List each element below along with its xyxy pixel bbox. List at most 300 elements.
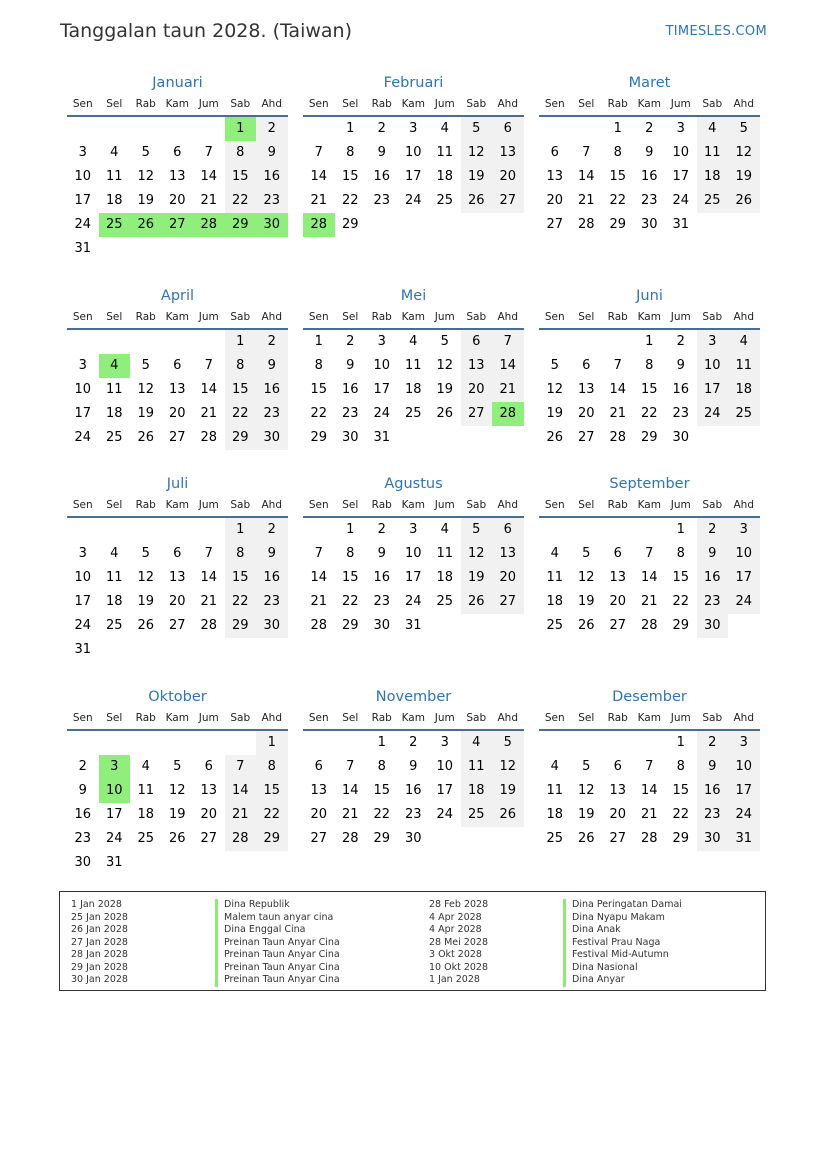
empty-cell (130, 851, 162, 875)
empty-cell (429, 426, 461, 450)
weekday-label: Sen (308, 712, 329, 724)
day-cell: 21 (577, 193, 595, 208)
day-cell: 12 (577, 570, 595, 585)
month-februari (303, 72, 524, 237)
day-cell: 4 (440, 121, 449, 136)
empty-cell (697, 213, 729, 237)
day-cell: 13 (200, 783, 218, 798)
month-agustus (303, 473, 524, 638)
empty-cell (225, 731, 257, 755)
weekday-label: Rab (607, 311, 628, 323)
holiday-cell: 4 (99, 354, 131, 378)
day-cell: 28 (640, 618, 658, 633)
day-cell: 1 (613, 121, 622, 136)
legend-holiday-name: Dina Peringatan Damai (563, 899, 682, 912)
empty-cell (539, 117, 571, 141)
day-cell: 6 (461, 330, 493, 354)
month-name: April (160, 288, 195, 304)
day-cell: 9 (676, 358, 685, 373)
month-name: Juni (636, 288, 663, 304)
weekday-label: Kam (637, 98, 661, 110)
legend-holiday-name: Dina Republik (215, 899, 340, 912)
day-cell: 11 (546, 570, 564, 585)
day-cell: 31 (373, 430, 391, 445)
day-cell: 10 (436, 759, 454, 774)
weekday-label: Sel (342, 98, 359, 110)
empty-cell (602, 518, 634, 542)
week-row (67, 402, 288, 426)
week-row (303, 354, 524, 378)
weekday-header (539, 708, 760, 731)
day-cell: 24 (105, 831, 123, 846)
day-cell: 15 (373, 783, 391, 798)
week-row (303, 755, 524, 779)
empty-cell (602, 330, 634, 354)
month-oktober (67, 686, 288, 875)
day-cell: 14 (310, 169, 328, 184)
week-row (67, 165, 288, 189)
day-cell: 14 (640, 783, 658, 798)
weekday-label: Ahd (733, 712, 754, 724)
weekday-label: Kam (165, 499, 189, 511)
day-cell: 27 (200, 831, 218, 846)
day-cell: 11 (105, 382, 123, 397)
day-cell: 9 (645, 145, 654, 160)
day-cell: 19 (461, 165, 493, 189)
weekday-label: Sen (544, 712, 565, 724)
day-cell: 6 (173, 546, 182, 561)
day-cell: 27 (168, 618, 186, 633)
weekday-label: Sel (578, 311, 595, 323)
day-cell: 22 (609, 193, 627, 208)
day-cell: 11 (546, 783, 564, 798)
day-cell: 12 (168, 783, 186, 798)
day-cell: 21 (640, 594, 658, 609)
day-cell: 17 (728, 566, 760, 590)
day-cell: 12 (546, 382, 564, 397)
day-cell: 25 (105, 618, 123, 633)
day-cell: 14 (492, 354, 524, 378)
weekday-label: Kam (637, 712, 661, 724)
day-cell: 8 (346, 546, 355, 561)
weekday-label: Sen (544, 311, 565, 323)
day-cell: 18 (105, 406, 123, 421)
day-cell: 24 (373, 406, 391, 421)
empty-cell (539, 330, 571, 354)
day-cell: 26 (492, 803, 524, 827)
day-cell: 7 (204, 145, 213, 160)
day-cell: 28 (200, 618, 218, 633)
day-cell: 2 (78, 759, 87, 774)
empty-cell (461, 827, 493, 851)
week-row (539, 141, 760, 165)
day-cell: 29 (609, 217, 627, 232)
day-cell: 13 (168, 570, 186, 585)
week-row (539, 803, 760, 827)
empty-cell (492, 614, 524, 638)
empty-cell (99, 638, 131, 662)
day-cell: 24 (74, 618, 92, 633)
day-cell: 9 (697, 755, 729, 779)
month-juli (67, 473, 288, 662)
month-name: November (375, 689, 452, 705)
day-cell: 5 (582, 759, 591, 774)
day-cell: 19 (577, 807, 595, 822)
week-row (303, 731, 524, 755)
day-cell: 6 (613, 546, 622, 561)
empty-cell (303, 518, 335, 542)
empty-cell (67, 731, 99, 755)
day-cell: 24 (728, 590, 760, 614)
day-cell: 29 (672, 618, 690, 633)
week-row (67, 518, 288, 542)
empty-cell (162, 518, 194, 542)
day-cell: 31 (74, 241, 92, 256)
day-cell: 20 (492, 165, 524, 189)
day-cell: 22 (225, 402, 257, 426)
day-cell: 13 (461, 354, 493, 378)
day-cell: 19 (137, 594, 155, 609)
day-cell: 15 (310, 382, 328, 397)
weekday-label: Sab (702, 98, 723, 110)
empty-cell (461, 213, 493, 237)
day-cell: 4 (110, 145, 119, 160)
legend-date: 28 Feb 2028 (429, 899, 489, 910)
day-cell: 1 (377, 735, 386, 750)
day-cell: 2 (676, 334, 685, 349)
day-cell: 21 (225, 803, 257, 827)
legend-holiday-name: Dina Nasional (563, 962, 682, 975)
day-cell: 3 (728, 731, 760, 755)
week-row (539, 779, 760, 803)
day-cell: 29 (341, 217, 359, 232)
day-cell: 17 (697, 378, 729, 402)
week-row (67, 378, 288, 402)
day-cell: 7 (204, 546, 213, 561)
month-name: Oktober (148, 689, 207, 705)
week-row (303, 803, 524, 827)
day-cell: 20 (609, 594, 627, 609)
day-cell: 14 (310, 570, 328, 585)
day-cell: 4 (550, 546, 559, 561)
day-cell: 14 (225, 779, 257, 803)
week-row (303, 518, 524, 542)
day-cell: 15 (225, 378, 257, 402)
day-cell: 13 (492, 141, 524, 165)
day-cell: 18 (404, 382, 422, 397)
day-cell: 29 (225, 614, 257, 638)
day-cell: 8 (676, 759, 685, 774)
legend-date: 3 Okt 2028 (429, 949, 482, 960)
day-cell: 15 (256, 779, 288, 803)
weekday-label: Rab (607, 499, 628, 511)
holiday-legend (59, 891, 766, 991)
day-cell: 18 (137, 807, 155, 822)
day-cell: 10 (404, 546, 422, 561)
empty-cell (429, 614, 461, 638)
day-cell: 30 (672, 430, 690, 445)
day-cell: 16 (697, 779, 729, 803)
week-row (539, 165, 760, 189)
day-cell: 27 (310, 831, 328, 846)
weekday-label: Kam (637, 311, 661, 323)
week-row (67, 542, 288, 566)
day-cell: 7 (613, 358, 622, 373)
empty-cell (571, 731, 603, 755)
day-cell: 9 (256, 141, 288, 165)
empty-cell (728, 213, 760, 237)
day-cell: 6 (204, 759, 213, 774)
week-row (303, 117, 524, 141)
day-cell: 17 (404, 570, 422, 585)
legend-holiday-name: Preinan Taun Anyar Cina (215, 949, 340, 962)
day-cell: 2 (645, 121, 654, 136)
day-cell: 20 (492, 566, 524, 590)
month-januari (67, 72, 288, 261)
weekday-label: Rab (607, 712, 628, 724)
day-cell: 31 (105, 855, 123, 870)
empty-cell (398, 213, 430, 237)
day-cell: 17 (436, 783, 454, 798)
day-cell: 22 (672, 807, 690, 822)
day-cell: 5 (173, 759, 182, 774)
day-cell: 27 (609, 618, 627, 633)
day-cell: 6 (173, 358, 182, 373)
day-cell: 2 (409, 735, 418, 750)
weekday-header (67, 307, 288, 330)
day-cell: 8 (613, 145, 622, 160)
day-cell: 17 (373, 382, 391, 397)
weekday-label: Sab (702, 712, 723, 724)
day-cell: 16 (697, 566, 729, 590)
day-cell: 12 (461, 542, 493, 566)
day-cell: 15 (609, 169, 627, 184)
holiday-cell: 29 (225, 213, 257, 237)
week-row (303, 213, 524, 237)
day-cell: 25 (137, 831, 155, 846)
day-cell: 28 (225, 827, 257, 851)
weekday-header (67, 495, 288, 518)
day-cell: 21 (310, 594, 328, 609)
day-cell: 28 (640, 831, 658, 846)
weekday-label: Sab (702, 499, 723, 511)
legend-date: 28 Jan 2028 (71, 949, 128, 960)
weekday-label: Sab (466, 311, 487, 323)
empty-cell (162, 117, 194, 141)
empty-cell (398, 426, 430, 450)
legend-holiday-name: Festival Prau Naga (563, 937, 682, 950)
day-cell: 25 (105, 430, 123, 445)
empty-cell (728, 614, 760, 638)
day-cell: 12 (137, 169, 155, 184)
day-cell: 30 (404, 831, 422, 846)
day-cell: 24 (697, 402, 729, 426)
month-desember (539, 686, 760, 851)
weekday-label: Ahd (497, 712, 518, 724)
day-cell: 29 (256, 827, 288, 851)
weekday-header (539, 94, 760, 117)
day-cell: 9 (256, 354, 288, 378)
day-cell: 21 (341, 807, 359, 822)
day-cell: 16 (256, 165, 288, 189)
weekday-label: Jum (434, 712, 455, 724)
legend-holiday-name: Dina Anak (563, 924, 682, 937)
day-cell: 13 (168, 169, 186, 184)
day-cell: 26 (577, 831, 595, 846)
day-cell: 30 (74, 855, 92, 870)
day-cell: 21 (310, 193, 328, 208)
day-cell: 31 (404, 618, 422, 633)
day-cell: 16 (341, 382, 359, 397)
week-row (539, 827, 760, 851)
legend-holiday-name: Festival Mid-Autumn (563, 949, 682, 962)
weekday-label: Jum (434, 499, 455, 511)
day-cell: 18 (105, 594, 123, 609)
week-row (303, 165, 524, 189)
empty-cell (193, 330, 225, 354)
day-cell: 14 (200, 570, 218, 585)
day-cell: 2 (256, 117, 288, 141)
empty-cell (571, 117, 603, 141)
day-cell: 12 (492, 755, 524, 779)
week-row (539, 755, 760, 779)
day-cell: 27 (168, 430, 186, 445)
day-cell: 22 (373, 807, 391, 822)
empty-cell (492, 426, 524, 450)
day-cell: 12 (728, 141, 760, 165)
day-cell: 24 (404, 193, 422, 208)
day-cell: 4 (110, 546, 119, 561)
day-cell: 17 (74, 193, 92, 208)
month-name: Februari (383, 75, 444, 91)
day-cell: 6 (582, 358, 591, 373)
day-cell: 14 (577, 169, 595, 184)
week-row (539, 117, 760, 141)
weekday-label: Jum (198, 499, 219, 511)
weekday-label: Ahd (261, 499, 282, 511)
day-cell: 31 (74, 642, 92, 657)
day-cell: 2 (256, 518, 288, 542)
legend-date: 1 Jan 2028 (429, 974, 480, 985)
empty-cell (728, 426, 760, 450)
day-cell: 23 (640, 193, 658, 208)
weekday-label: Sel (342, 712, 359, 724)
day-cell: 27 (492, 189, 524, 213)
weekday-label: Rab (135, 98, 156, 110)
brand-link[interactable]: TIMESLES.COM (665, 24, 767, 39)
legend-date: 1 Jan 2028 (71, 899, 122, 910)
day-cell: 26 (728, 189, 760, 213)
day-cell: 1 (645, 334, 654, 349)
day-cell: 18 (697, 165, 729, 189)
legend-names-left (215, 899, 340, 987)
weekday-label: Sab (702, 311, 723, 323)
weekday-header (539, 495, 760, 518)
day-cell: 5 (440, 334, 449, 349)
day-cell: 5 (582, 546, 591, 561)
legend-date: 28 Mei 2028 (429, 936, 488, 948)
legend-holiday-name: Preinan Taun Anyar Cina (215, 962, 340, 975)
day-cell: 23 (672, 406, 690, 421)
day-cell: 17 (105, 807, 123, 822)
empty-cell (335, 731, 367, 755)
day-cell: 23 (373, 594, 391, 609)
weekday-label: Sen (308, 499, 329, 511)
week-row (67, 614, 288, 638)
empty-cell (130, 117, 162, 141)
day-cell: 26 (137, 618, 155, 633)
day-cell: 9 (346, 358, 355, 373)
weekday-label: Ahd (497, 499, 518, 511)
month-mei (303, 285, 524, 450)
day-cell: 23 (256, 590, 288, 614)
weekday-label: Jum (198, 98, 219, 110)
weekday-label: Ahd (497, 311, 518, 323)
day-cell: 27 (546, 217, 564, 232)
day-cell: 11 (404, 358, 422, 373)
week-row (67, 354, 288, 378)
day-cell: 28 (310, 618, 328, 633)
legend-date: 29 Jan 2028 (71, 961, 128, 973)
week-row (67, 731, 288, 755)
day-cell: 16 (672, 382, 690, 397)
day-cell: 8 (314, 358, 323, 373)
day-cell: 21 (200, 193, 218, 208)
day-cell: 23 (256, 189, 288, 213)
empty-cell (130, 518, 162, 542)
weekday-label: Sel (106, 499, 123, 511)
day-cell: 10 (74, 169, 92, 184)
day-cell: 16 (256, 378, 288, 402)
day-cell: 15 (672, 783, 690, 798)
month-name: Januari (152, 75, 203, 91)
day-cell: 1 (346, 121, 355, 136)
day-cell: 12 (577, 783, 595, 798)
week-row (67, 590, 288, 614)
day-cell: 18 (436, 570, 454, 585)
weekday-label: Jum (434, 311, 455, 323)
day-cell: 8 (676, 546, 685, 561)
weekday-header (303, 708, 524, 731)
day-cell: 4 (409, 334, 418, 349)
day-cell: 13 (546, 169, 564, 184)
empty-cell (193, 851, 225, 875)
day-cell: 15 (341, 570, 359, 585)
day-cell: 10 (728, 542, 760, 566)
weekday-label: Sab (230, 311, 251, 323)
legend-date: 10 Okt 2028 (429, 961, 489, 973)
empty-cell (193, 518, 225, 542)
day-cell: 26 (577, 618, 595, 633)
day-cell: 6 (492, 518, 524, 542)
day-cell: 16 (640, 169, 658, 184)
day-cell: 5 (728, 117, 760, 141)
day-cell: 22 (225, 590, 257, 614)
day-cell: 23 (697, 590, 729, 614)
week-row (67, 638, 288, 662)
day-cell: 7 (314, 546, 323, 561)
weekday-label: Rab (135, 499, 156, 511)
day-cell: 6 (492, 117, 524, 141)
weekday-label: Ahd (261, 311, 282, 323)
day-cell: 31 (672, 217, 690, 232)
day-cell: 30 (640, 217, 658, 232)
day-cell: 23 (341, 406, 359, 421)
weekday-label: Rab (371, 499, 392, 511)
empty-cell (130, 731, 162, 755)
day-cell: 9 (697, 542, 729, 566)
day-cell: 17 (672, 169, 690, 184)
